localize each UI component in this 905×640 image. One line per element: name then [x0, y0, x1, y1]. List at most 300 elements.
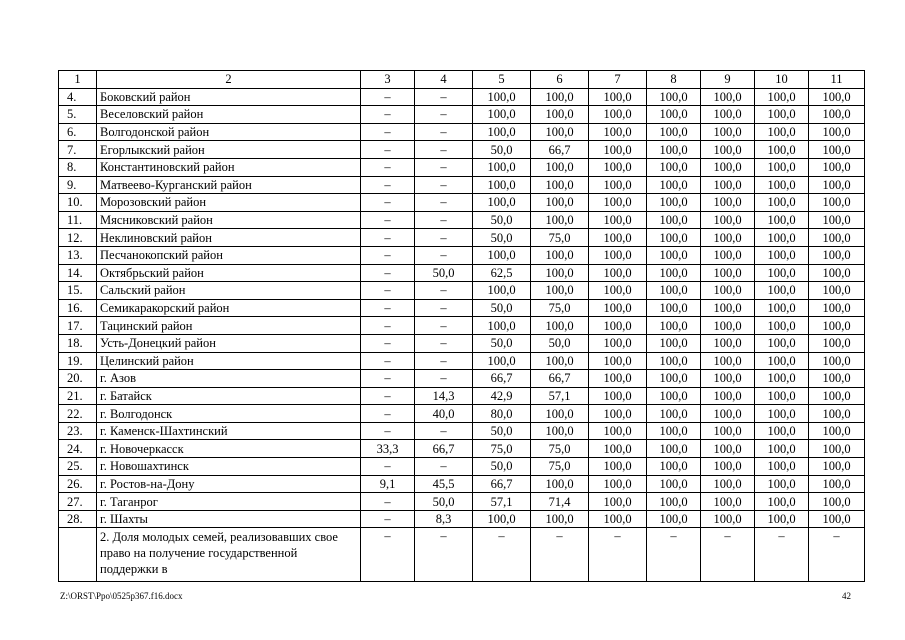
value-cell: 100,0: [589, 475, 647, 493]
row-number: 7.: [59, 141, 97, 159]
row-name: г. Новошахтинск: [97, 458, 361, 476]
table-row: [59, 334, 865, 352]
value-cell: –: [361, 246, 415, 264]
row-number: 20.: [59, 370, 97, 388]
value-cell: 50,0: [473, 458, 531, 476]
value-cell: 100,0: [589, 246, 647, 264]
value-cell: 100,0: [473, 246, 531, 264]
value-cell: 100,0: [589, 194, 647, 212]
row-name: Боковский район: [97, 88, 361, 106]
value-cell: 33,3: [361, 440, 415, 458]
row-number: 11.: [59, 211, 97, 229]
value-cell: 100,0: [589, 317, 647, 335]
value-cell: 66,7: [473, 370, 531, 388]
value-cell: –: [361, 123, 415, 141]
value-cell: 100,0: [647, 141, 701, 159]
row-name: Морозовский район: [97, 194, 361, 212]
value-cell: 50,0: [473, 141, 531, 159]
value-cell: 100,0: [473, 158, 531, 176]
value-cell: 66,7: [473, 475, 531, 493]
table-row: [59, 387, 865, 405]
table-row: [59, 229, 865, 247]
value-cell: –: [361, 317, 415, 335]
value-cell: 100,0: [701, 493, 755, 511]
value-cell: –: [415, 158, 473, 176]
row-number: 8.: [59, 158, 97, 176]
value-cell: 100,0: [809, 88, 865, 106]
value-cell: 100,0: [647, 475, 701, 493]
value-cell: 100,0: [701, 88, 755, 106]
page-number: 42: [842, 591, 851, 601]
value-cell: 100,0: [647, 510, 701, 528]
value-cell: 100,0: [647, 246, 701, 264]
value-cell: –: [589, 528, 647, 582]
value-cell: –: [361, 528, 415, 582]
row-name: г. Таганрог: [97, 493, 361, 511]
value-cell: 100,0: [473, 123, 531, 141]
value-cell: 100,0: [589, 299, 647, 317]
value-cell: 100,0: [647, 493, 701, 511]
value-cell: 100,0: [701, 317, 755, 335]
value-cell: –: [415, 176, 473, 194]
table-body: [59, 71, 865, 582]
row-number: 4.: [59, 88, 97, 106]
value-cell: –: [415, 211, 473, 229]
value-cell: –: [361, 158, 415, 176]
row-name: г. Каменск-Шахтинский: [97, 422, 361, 440]
value-cell: 66,7: [531, 370, 589, 388]
value-cell: –: [415, 194, 473, 212]
row-number: 22.: [59, 405, 97, 423]
value-cell: 75,0: [531, 458, 589, 476]
value-cell: –: [361, 510, 415, 528]
row-name: г. Новочеркасск: [97, 440, 361, 458]
row-name: Егорлыкский район: [97, 141, 361, 159]
row-number: 28.: [59, 510, 97, 528]
value-cell: 100,0: [589, 334, 647, 352]
value-cell: 100,0: [647, 194, 701, 212]
value-cell: –: [415, 229, 473, 247]
row-number: 15.: [59, 282, 97, 300]
value-cell: 100,0: [809, 352, 865, 370]
value-cell: 100,0: [755, 106, 809, 124]
table-row: [59, 141, 865, 159]
value-cell: –: [361, 88, 415, 106]
value-cell: 45,5: [415, 475, 473, 493]
value-cell: 100,0: [701, 405, 755, 423]
value-cell: 100,0: [701, 141, 755, 159]
table-row: [59, 158, 865, 176]
value-cell: 62,5: [473, 264, 531, 282]
value-cell: 100,0: [647, 405, 701, 423]
value-cell: 100,0: [589, 387, 647, 405]
table-header-row: [59, 71, 865, 89]
value-cell: 100,0: [647, 158, 701, 176]
table-row: [59, 123, 865, 141]
value-cell: 100,0: [589, 141, 647, 159]
value-cell: 75,0: [531, 229, 589, 247]
value-cell: 8,3: [415, 510, 473, 528]
value-cell: 100,0: [531, 176, 589, 194]
value-cell: –: [415, 334, 473, 352]
value-cell: 100,0: [589, 106, 647, 124]
value-cell: –: [415, 88, 473, 106]
value-cell: –: [473, 528, 531, 582]
value-cell: 100,0: [809, 246, 865, 264]
value-cell: 100,0: [809, 387, 865, 405]
row-number: 12.: [59, 229, 97, 247]
value-cell: 100,0: [647, 458, 701, 476]
value-cell: 100,0: [589, 458, 647, 476]
value-cell: 100,0: [701, 475, 755, 493]
value-cell: 100,0: [647, 264, 701, 282]
value-cell: 100,0: [473, 176, 531, 194]
value-cell: 50,0: [473, 299, 531, 317]
value-cell: 14,3: [415, 387, 473, 405]
row-name: г. Батайск: [97, 387, 361, 405]
value-cell: 50,0: [473, 229, 531, 247]
row-name: г. Шахты: [97, 510, 361, 528]
value-cell: 100,0: [647, 299, 701, 317]
value-cell: 100,0: [701, 123, 755, 141]
value-cell: 100,0: [809, 141, 865, 159]
value-cell: 100,0: [473, 194, 531, 212]
value-cell: 100,0: [589, 405, 647, 423]
row-name: Тацинский район: [97, 317, 361, 335]
value-cell: 100,0: [755, 352, 809, 370]
value-cell: 100,0: [809, 194, 865, 212]
table-row: [59, 440, 865, 458]
value-cell: 100,0: [755, 317, 809, 335]
value-cell: 100,0: [589, 158, 647, 176]
row-name: Неклиновский район: [97, 229, 361, 247]
row-number: 24.: [59, 440, 97, 458]
row-name: Веселовский район: [97, 106, 361, 124]
table-row: [59, 493, 865, 511]
row-name: Волгодонской район: [97, 123, 361, 141]
value-cell: 100,0: [531, 158, 589, 176]
header-cell: 1: [59, 71, 97, 89]
row-name: Мясниковский район: [97, 211, 361, 229]
value-cell: –: [415, 458, 473, 476]
value-cell: 100,0: [647, 370, 701, 388]
value-cell: 100,0: [589, 88, 647, 106]
value-cell: 100,0: [531, 510, 589, 528]
row-number: [59, 528, 97, 582]
value-cell: 100,0: [473, 317, 531, 335]
value-cell: 100,0: [589, 229, 647, 247]
table-row: [59, 106, 865, 124]
value-cell: 100,0: [531, 405, 589, 423]
row-name: Семикаракорский район: [97, 299, 361, 317]
value-cell: –: [415, 352, 473, 370]
table-row: [59, 176, 865, 194]
value-cell: 100,0: [589, 493, 647, 511]
value-cell: 50,0: [415, 264, 473, 282]
value-cell: –: [415, 528, 473, 582]
header-cell: 2: [97, 71, 361, 89]
value-cell: 100,0: [755, 370, 809, 388]
data-table: [58, 70, 865, 582]
value-cell: –: [361, 282, 415, 300]
value-cell: 100,0: [809, 229, 865, 247]
value-cell: 100,0: [701, 229, 755, 247]
value-cell: –: [361, 458, 415, 476]
value-cell: 100,0: [809, 211, 865, 229]
row-number: 16.: [59, 299, 97, 317]
value-cell: 50,0: [473, 334, 531, 352]
value-cell: 100,0: [809, 123, 865, 141]
value-cell: 100,0: [589, 440, 647, 458]
value-cell: 100,0: [809, 405, 865, 423]
value-cell: 100,0: [647, 176, 701, 194]
value-cell: 100,0: [809, 317, 865, 335]
value-cell: –: [361, 299, 415, 317]
table-row: [59, 370, 865, 388]
table-row: [59, 405, 865, 423]
value-cell: 100,0: [531, 475, 589, 493]
value-cell: 100,0: [755, 211, 809, 229]
table-row: [59, 352, 865, 370]
row-number: 10.: [59, 194, 97, 212]
value-cell: 100,0: [647, 106, 701, 124]
row-number: 26.: [59, 475, 97, 493]
value-cell: 100,0: [589, 176, 647, 194]
value-cell: 75,0: [531, 299, 589, 317]
row-number: 25.: [59, 458, 97, 476]
value-cell: 100,0: [809, 158, 865, 176]
value-cell: 100,0: [701, 387, 755, 405]
value-cell: 71,4: [531, 493, 589, 511]
value-cell: 100,0: [809, 458, 865, 476]
row-number: 21.: [59, 387, 97, 405]
value-cell: 100,0: [755, 387, 809, 405]
value-cell: 100,0: [809, 475, 865, 493]
value-cell: 100,0: [755, 176, 809, 194]
value-cell: 100,0: [647, 422, 701, 440]
value-cell: 100,0: [647, 282, 701, 300]
value-cell: 100,0: [755, 264, 809, 282]
value-cell: 100,0: [701, 352, 755, 370]
value-cell: 100,0: [701, 158, 755, 176]
table-row: [59, 246, 865, 264]
value-cell: 100,0: [701, 282, 755, 300]
value-cell: 100,0: [809, 106, 865, 124]
row-name: Песчанокопский район: [97, 246, 361, 264]
value-cell: –: [361, 370, 415, 388]
table-row: [59, 282, 865, 300]
value-cell: 100,0: [755, 475, 809, 493]
value-cell: 100,0: [755, 440, 809, 458]
row-name: Октябрьский район: [97, 264, 361, 282]
value-cell: 100,0: [755, 299, 809, 317]
value-cell: –: [415, 299, 473, 317]
value-cell: 100,0: [755, 123, 809, 141]
value-cell: 57,1: [473, 493, 531, 511]
header-cell: 6: [531, 71, 589, 89]
header-cell: 3: [361, 71, 415, 89]
value-cell: 100,0: [647, 387, 701, 405]
value-cell: 100,0: [589, 282, 647, 300]
value-cell: –: [361, 194, 415, 212]
value-cell: 100,0: [755, 493, 809, 511]
value-cell: –: [361, 493, 415, 511]
value-cell: 100,0: [589, 264, 647, 282]
row-name: г. Ростов-на-Дону: [97, 475, 361, 493]
value-cell: 100,0: [589, 123, 647, 141]
row-number: 6.: [59, 123, 97, 141]
row-number: 19.: [59, 352, 97, 370]
value-cell: –: [415, 123, 473, 141]
value-cell: 100,0: [589, 211, 647, 229]
table-row: [59, 422, 865, 440]
value-cell: 100,0: [647, 88, 701, 106]
header-cell: 11: [809, 71, 865, 89]
value-cell: 100,0: [701, 176, 755, 194]
value-cell: 100,0: [531, 194, 589, 212]
value-cell: 100,0: [701, 510, 755, 528]
row-name: Усть-Донецкий район: [97, 334, 361, 352]
value-cell: 100,0: [531, 106, 589, 124]
value-cell: 100,0: [531, 317, 589, 335]
value-cell: 100,0: [589, 352, 647, 370]
value-cell: 50,0: [531, 334, 589, 352]
value-cell: 100,0: [647, 440, 701, 458]
header-cell: 4: [415, 71, 473, 89]
value-cell: 100,0: [701, 264, 755, 282]
value-cell: 100,0: [755, 510, 809, 528]
row-number: 18.: [59, 334, 97, 352]
value-cell: 100,0: [755, 194, 809, 212]
value-cell: –: [361, 229, 415, 247]
row-name: Целинский район: [97, 352, 361, 370]
row-name: г. Азов: [97, 370, 361, 388]
value-cell: 100,0: [473, 282, 531, 300]
table-row: [59, 458, 865, 476]
row-number: 13.: [59, 246, 97, 264]
value-cell: 100,0: [701, 194, 755, 212]
table-row: [59, 475, 865, 493]
value-cell: 100,0: [701, 370, 755, 388]
value-cell: 100,0: [809, 264, 865, 282]
table-row: [59, 194, 865, 212]
value-cell: –: [361, 422, 415, 440]
value-cell: 100,0: [701, 440, 755, 458]
value-cell: 100,0: [647, 317, 701, 335]
value-cell: 100,0: [755, 158, 809, 176]
value-cell: 100,0: [809, 299, 865, 317]
value-cell: 100,0: [531, 264, 589, 282]
value-cell: 42,9: [473, 387, 531, 405]
value-cell: 40,0: [415, 405, 473, 423]
value-cell: 100,0: [755, 229, 809, 247]
value-cell: –: [361, 264, 415, 282]
value-cell: 100,0: [647, 123, 701, 141]
value-cell: –: [361, 211, 415, 229]
value-cell: 9,1: [361, 475, 415, 493]
value-cell: 100,0: [589, 422, 647, 440]
table-row: [59, 211, 865, 229]
value-cell: 100,0: [647, 334, 701, 352]
value-cell: 100,0: [531, 246, 589, 264]
value-cell: –: [361, 106, 415, 124]
value-cell: 100,0: [809, 176, 865, 194]
value-cell: 100,0: [755, 405, 809, 423]
value-cell: 100,0: [755, 88, 809, 106]
value-cell: 100,0: [755, 141, 809, 159]
value-cell: 100,0: [701, 106, 755, 124]
header-cell: 8: [647, 71, 701, 89]
value-cell: 100,0: [701, 246, 755, 264]
value-cell: –: [415, 317, 473, 335]
value-cell: 100,0: [809, 370, 865, 388]
value-cell: 100,0: [647, 352, 701, 370]
row-name: г. Волгодонск: [97, 405, 361, 423]
row-number: 9.: [59, 176, 97, 194]
value-cell: –: [415, 282, 473, 300]
value-cell: 100,0: [473, 352, 531, 370]
row-number: 27.: [59, 493, 97, 511]
value-cell: 80,0: [473, 405, 531, 423]
value-cell: 100,0: [809, 422, 865, 440]
value-cell: 100,0: [473, 510, 531, 528]
row-name: Сальский район: [97, 282, 361, 300]
row-name: Матвеево-Курганский район: [97, 176, 361, 194]
row-number: 23.: [59, 422, 97, 440]
value-cell: 100,0: [589, 510, 647, 528]
header-cell: 7: [589, 71, 647, 89]
value-cell: 100,0: [701, 299, 755, 317]
value-cell: –: [361, 387, 415, 405]
value-cell: –: [361, 141, 415, 159]
value-cell: 100,0: [809, 440, 865, 458]
value-cell: 100,0: [809, 510, 865, 528]
value-cell: 100,0: [531, 123, 589, 141]
table-row: [59, 264, 865, 282]
value-cell: 100,0: [531, 88, 589, 106]
value-cell: –: [701, 528, 755, 582]
value-cell: 100,0: [755, 458, 809, 476]
value-cell: 100,0: [473, 88, 531, 106]
value-cell: 50,0: [473, 211, 531, 229]
value-cell: 100,0: [473, 106, 531, 124]
table-row: [59, 299, 865, 317]
value-cell: –: [415, 106, 473, 124]
row-name: 2. Доля молодых семей, реализовавших свое право на получение государственной поддержки в: [97, 528, 361, 582]
value-cell: 75,0: [531, 440, 589, 458]
footer-file-path: Z:\ORST\Ppo\0525p367.f16.docx: [60, 591, 183, 601]
table-row: [59, 88, 865, 106]
value-cell: 100,0: [755, 334, 809, 352]
value-cell: –: [531, 528, 589, 582]
value-cell: 100,0: [531, 352, 589, 370]
row-number: 5.: [59, 106, 97, 124]
value-cell: 100,0: [531, 422, 589, 440]
value-cell: –: [361, 405, 415, 423]
value-cell: 100,0: [755, 282, 809, 300]
value-cell: 100,0: [647, 211, 701, 229]
value-cell: –: [809, 528, 865, 582]
value-cell: 100,0: [647, 229, 701, 247]
row-number: 17.: [59, 317, 97, 335]
value-cell: –: [647, 528, 701, 582]
value-cell: 100,0: [809, 334, 865, 352]
value-cell: –: [415, 422, 473, 440]
value-cell: –: [415, 246, 473, 264]
value-cell: –: [361, 352, 415, 370]
value-cell: 100,0: [701, 211, 755, 229]
value-cell: –: [755, 528, 809, 582]
